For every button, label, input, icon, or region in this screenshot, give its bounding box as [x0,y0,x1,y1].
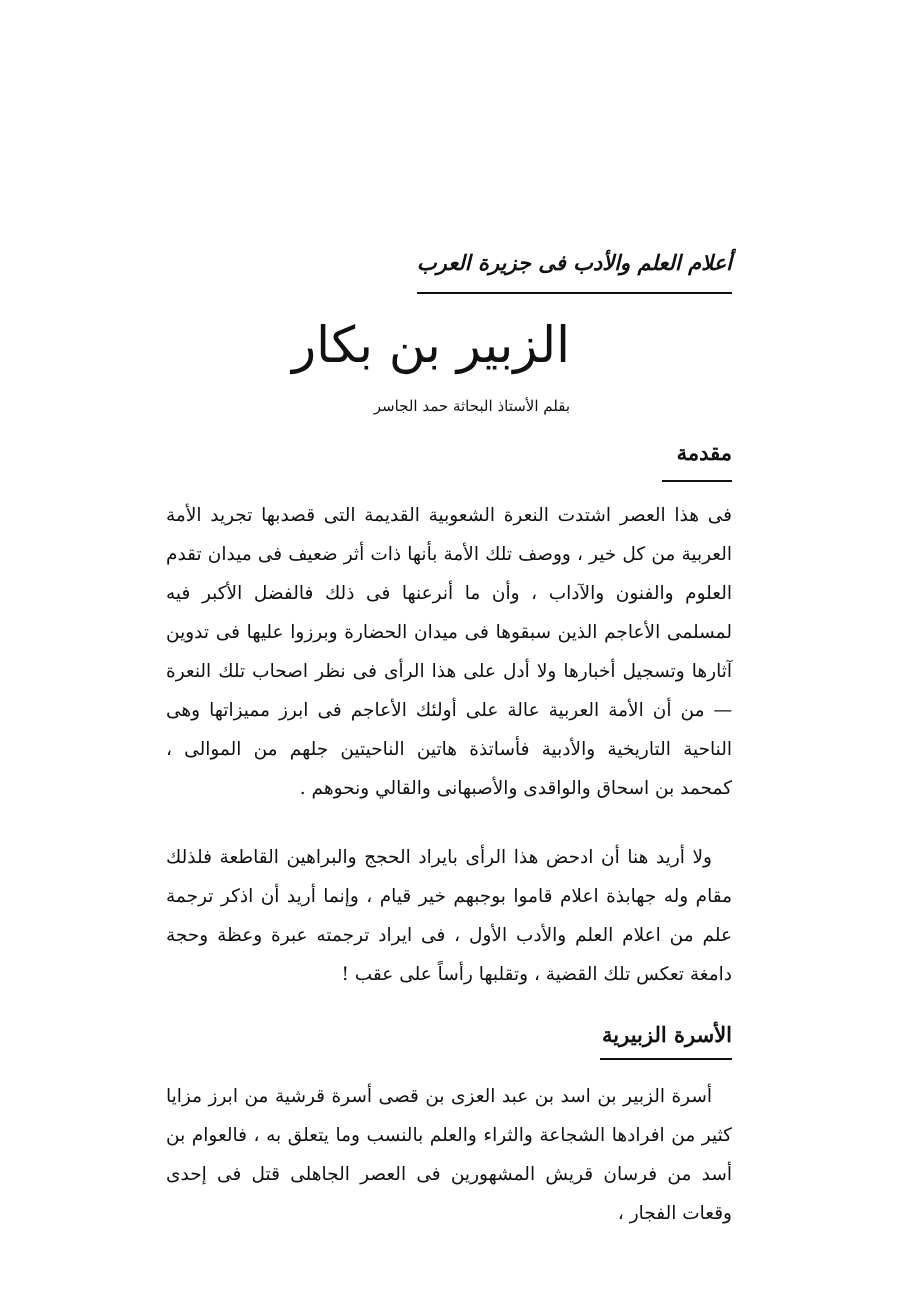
series-title-underline [417,292,732,294]
introduction-paragraph-1: فى هذا العصر اشتدت النعرة الشعوبية القديمة التى قصدبها تجريد الأمة العربية من كل خير ، ووصف تلك الأمة بأنها ذات أثر ضعيف فى ميدان تقدم العلوم والفنون والآداب ، وأن ما أنرعنها فى ذلك فالفضل الأكبر فيه لمسلمى الأعاجم الذين سبقوها فى ميدان الحضارة وبرزوا عليها فى تدوين آثارها وتسجيل أخبارها ولا أدل على هذا الرأى فى نظر اصحاب تلك النعرة — من أن الأمة العربية عالة على أولئك الأعاجم فى ابرز مميزاتها وهى الناحية التاريخية والأدبية فأساتذة هاتين الناحيتين جلهم من الموالى ، كمحمد بن اسحاق والواقدى والأصبهانى والقالي ونحوهم . [166,505,732,799]
section-heading-zubayri-family: الأسرة الزبيرية [602,1022,732,1047]
family-heading-underline [600,1058,732,1060]
article-title: الزبير بن بكار [292,316,570,374]
family-paragraph: أسرة الزبير بن اسد بن عبد العزى بن قصى أسرة قرشية من ابرز مزايا كثير من افرادها الشجاعة والثراء والعلم بالنسب وما يتعلق به ، فالعوام بن أسد من فرسان قريش المشهورين فى العصر الجاهلى قتل فى إحدى وقعات الفجار ، [166,1086,732,1224]
introduction-heading-underline [662,480,732,482]
section-heading-introduction: مقدمة [676,440,732,465]
author-byline: بقلم الأستاذ البحاثة حمد الجاسر [373,397,570,415]
introduction-paragraph-2: ولا أريد هنا أن ادحض هذا الرأى بايراد الحجج والبراهين القاطعة فلذلك مقام وله جهابذة اعلام قاموا بوجبهم خير قيام ، وإنما أريد أن اذكر ترجمة علم من اعلام العلم والأدب الأول ، فى ايراد ترجمته عبرة وعظة وحجة دامغة تعكس تلك القضية ، وتقلبها رأساً على عقب ! [166,847,732,985]
series-title: أعلام العلم والأدب فى جزيرة العرب [416,250,732,275]
